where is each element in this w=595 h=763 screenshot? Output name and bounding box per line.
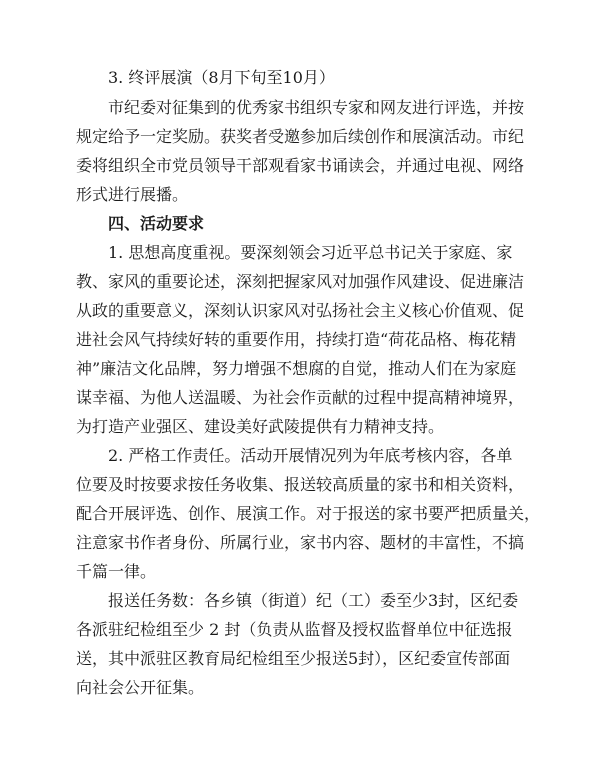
paragraph-line: 神”廉洁文化品牌，努力增强不想腐的自觉，推动人们在为家庭 <box>76 359 517 378</box>
paragraph-line: 进社会风气持续好转的重要作用，持续打造“荷花品格、梅花精 <box>76 330 517 349</box>
paragraph-line: 形式进行展播。 <box>76 185 189 204</box>
paragraph-line: 谋幸福、为他人送温暖、为社会作贡献的过程中提高精神境界， <box>76 388 525 407</box>
paragraph-line: 教、家风的重要论述，深刻把握家风对加强作风建设、促进廉洁 <box>76 272 525 291</box>
paragraph-line: 向社会公开征集。 <box>76 678 205 697</box>
paragraph-line: 各派驻纪检组至少 2 封（负责从监督及授权监督单位中征选报 <box>76 620 513 639</box>
paragraph-line: 规定给予一定奖励。获奖者受邀参加后续创作和展演活动。市纪 <box>76 127 525 146</box>
section-3-heading: 3. 终评展演（8月下旬至10月） <box>108 68 335 87</box>
paragraph-line: 千篇一律。 <box>76 562 157 581</box>
quota-heading-line: 报送任务数：各乡镇（街道）纪（工）委至少3封，区纪委 <box>108 591 519 610</box>
paragraph-line: 从政的重要意义，深刻认识家风对弘扬社会主义核心价值观、促 <box>76 301 525 320</box>
paragraph-line: 送，其中派驻区教育局纪检组至少报送5封），区纪委宣传部面 <box>76 649 511 668</box>
paragraph-line: 市纪委对征集到的优秀家书组织专家和网友进行评选，并按 <box>108 98 525 117</box>
paragraph-line: 注意家书作者身份、所属行业，家书内容、题材的丰富性，不搞 <box>76 533 525 552</box>
paragraph-line: 委将组织全市党员领导干部观看家书诵读会，并通过电视、网络 <box>76 156 525 175</box>
section-4-heading: 四、活动要求 <box>108 214 205 233</box>
paragraph-line: 位要及时按要求按任务收集、报送较高质量的家书和相关资料， <box>76 475 525 494</box>
paragraph-line: 配合开展评选、创作、展演工作。对于报送的家书要严把质量关， <box>76 504 541 523</box>
item-1-heading-line: 1. 思想高度重视。要深刻领会习近平总书记关于家庭、家 <box>108 243 513 262</box>
item-2-heading-line: 2. 严格工作责任。活动开展情况列为年底考核内容，各单 <box>108 446 513 465</box>
paragraph-line: 为打造产业强区、建设美好武陵提供有力精神支持。 <box>76 417 445 436</box>
